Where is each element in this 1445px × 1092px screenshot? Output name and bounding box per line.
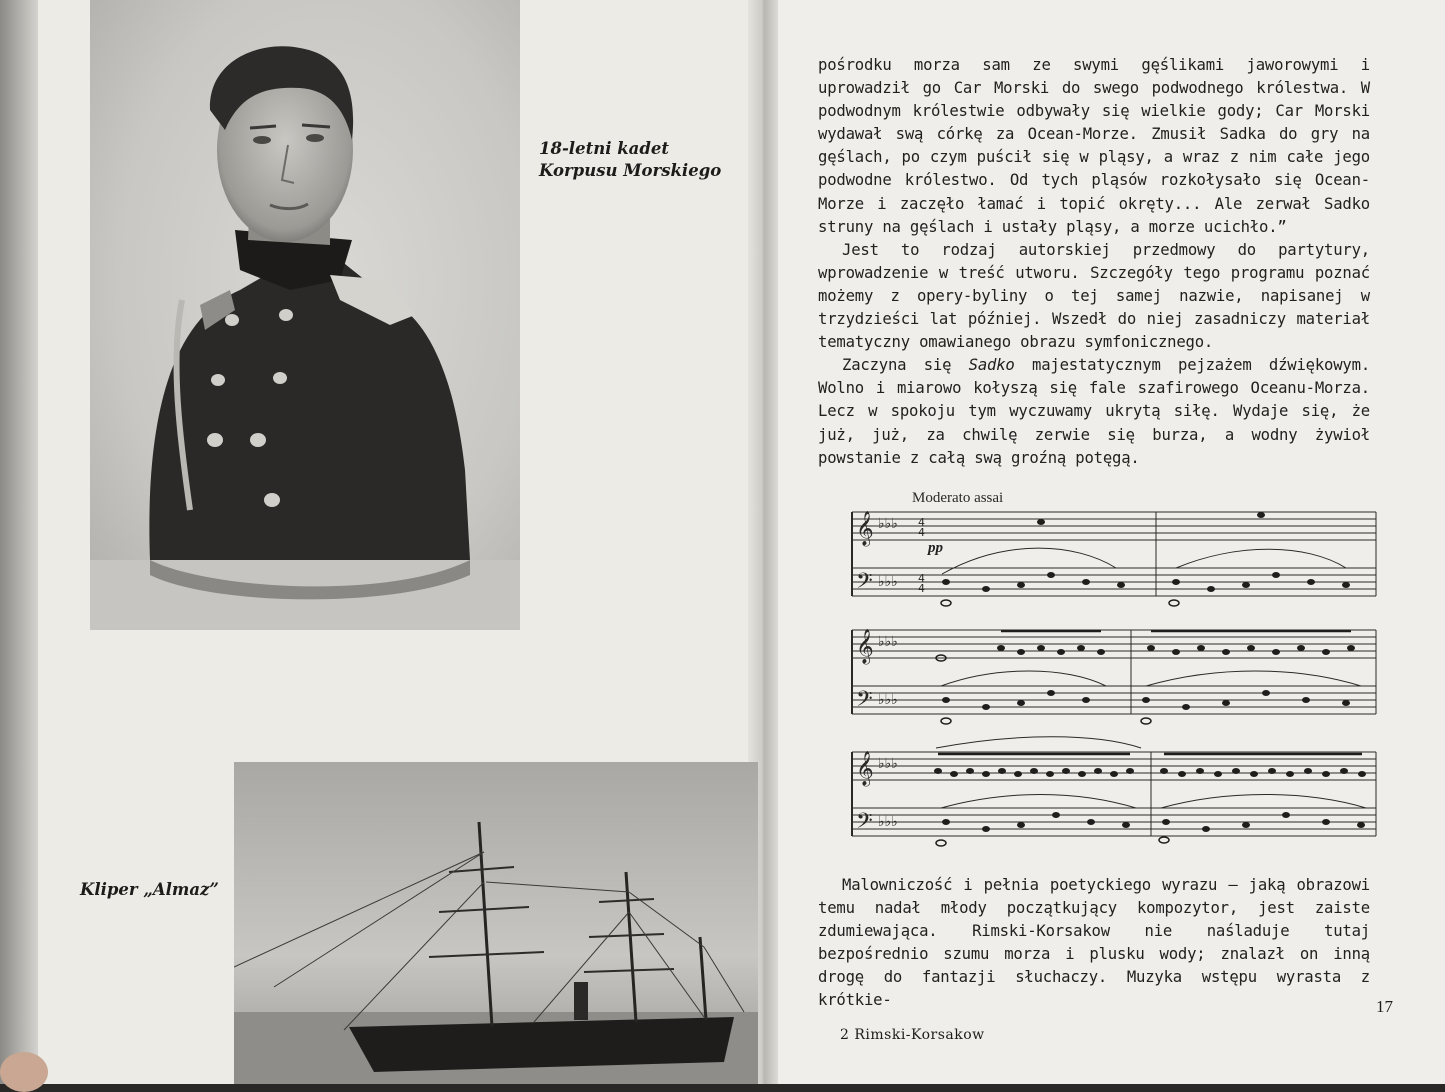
music-score-graphic	[846, 488, 1382, 858]
dynamic-marking: pp	[928, 540, 943, 556]
paragraph-3-rest: majestatycznym pejzażem dźwiękowym. Wolno i miarowo kołyszą się fale szafirowego Oceanu-Morza. Lecz w spokoju tym wyczuwamy ukrytą siłę. Wydaje się, że już, już, za chwilę zerwie się burza, a wodny żywioł powstanie z całą swą groźną potęgą.	[818, 356, 1371, 467]
portrait-caption	[539, 138, 739, 182]
tempo-marking: Moderato assai	[912, 490, 1004, 506]
music-score	[846, 488, 1382, 858]
paragraph-3-start: Zaczyna się	[842, 356, 969, 375]
svg-text:𝄢: 𝄢	[856, 687, 873, 717]
svg-text:4: 4	[918, 526, 925, 539]
svg-text:𝄞: 𝄞	[856, 629, 874, 664]
ship-caption: Kliper „Almaz”	[80, 880, 219, 899]
body-text-bottom	[818, 874, 1370, 1013]
paragraph-2: Jest to rodzaj autorskiej przedmowy do partytury, wprowadzenie w treść utworu. Szczegóły tego programu poznać możemy z opery-byliny o tej samej nazwie, napisanej w trzydzieści lat później. Wszedł do niej zasadniczy materiał tematyczny omawianego obrazu symfonicznego.	[818, 240, 1370, 352]
svg-text:4: 4	[918, 572, 925, 585]
system-2	[852, 630, 1376, 714]
paragraph-1: pośrodku morza sam ze swymi gęślikami jaworowymi i uprowadził go Car Morski do swego podwodnego królestwa. W podwodnym królestwie odbywały się wielkie gody; Car Morski wydawał swą córkę za Ocean-Morze. Zmusił Sadka do gry na gęślach, po czym puścił się w pląsy, a wraz z nim całe jego podwodne królestwo. Od tych pląsów rozkołysało się Ocean-Morze i zaczęło łamać i topić okręty... Ale zerwał Sadko struny na gęślach i ustały pląsy, a morze ucichło.”	[818, 56, 1370, 236]
printer-signature: 2 Rimski-Korsakow	[840, 1027, 985, 1043]
svg-text:𝄞: 𝄞	[856, 511, 874, 546]
svg-text:♭♭♭: ♭♭♭	[878, 692, 898, 708]
portrait-caption-line2: Korpusu Morskiego	[539, 161, 722, 180]
ship-photo	[234, 762, 758, 1084]
finger-thumb	[0, 1052, 48, 1092]
svg-text:♭♭♭: ♭♭♭	[878, 516, 898, 532]
book-left-edge	[0, 0, 40, 1084]
svg-text:𝄞: 𝄞	[856, 751, 874, 786]
svg-text:𝄢: 𝄢	[856, 809, 873, 839]
portrait-photo	[90, 0, 520, 630]
svg-text:♭♭♭: ♭♭♭	[878, 814, 898, 830]
body-text-top	[818, 54, 1370, 470]
portrait-caption-line1: 18-letni kadet	[539, 139, 669, 158]
paragraph-3	[818, 354, 1370, 469]
svg-text:4: 4	[918, 582, 925, 595]
svg-text:♭♭♭: ♭♭♭	[878, 634, 898, 650]
italic-title-sadko: Sadko	[968, 356, 1015, 375]
svg-text:♭♭♭: ♭♭♭	[878, 574, 898, 590]
system-1	[852, 512, 1376, 596]
system-3	[852, 737, 1376, 836]
page-number: 17	[1376, 997, 1393, 1016]
svg-text:♭♭♭: ♭♭♭	[878, 756, 898, 772]
paragraph-4: Malowniczość i pełnia poetyckiego wyrazu — jaką obrazowi temu nadał młody początkujący kompozytor, jest zaiste zdumiewająca. Rimski-Korsakow nie naśladuje tutaj bezpośrednio szumu morza i plusku wody; znalazł on inną drogę do fantazji słuchaczy. Muzyka wstępu wyrasta z krótkie-	[818, 876, 1370, 1010]
svg-text:𝄢: 𝄢	[856, 569, 873, 599]
svg-text:4: 4	[918, 516, 925, 529]
